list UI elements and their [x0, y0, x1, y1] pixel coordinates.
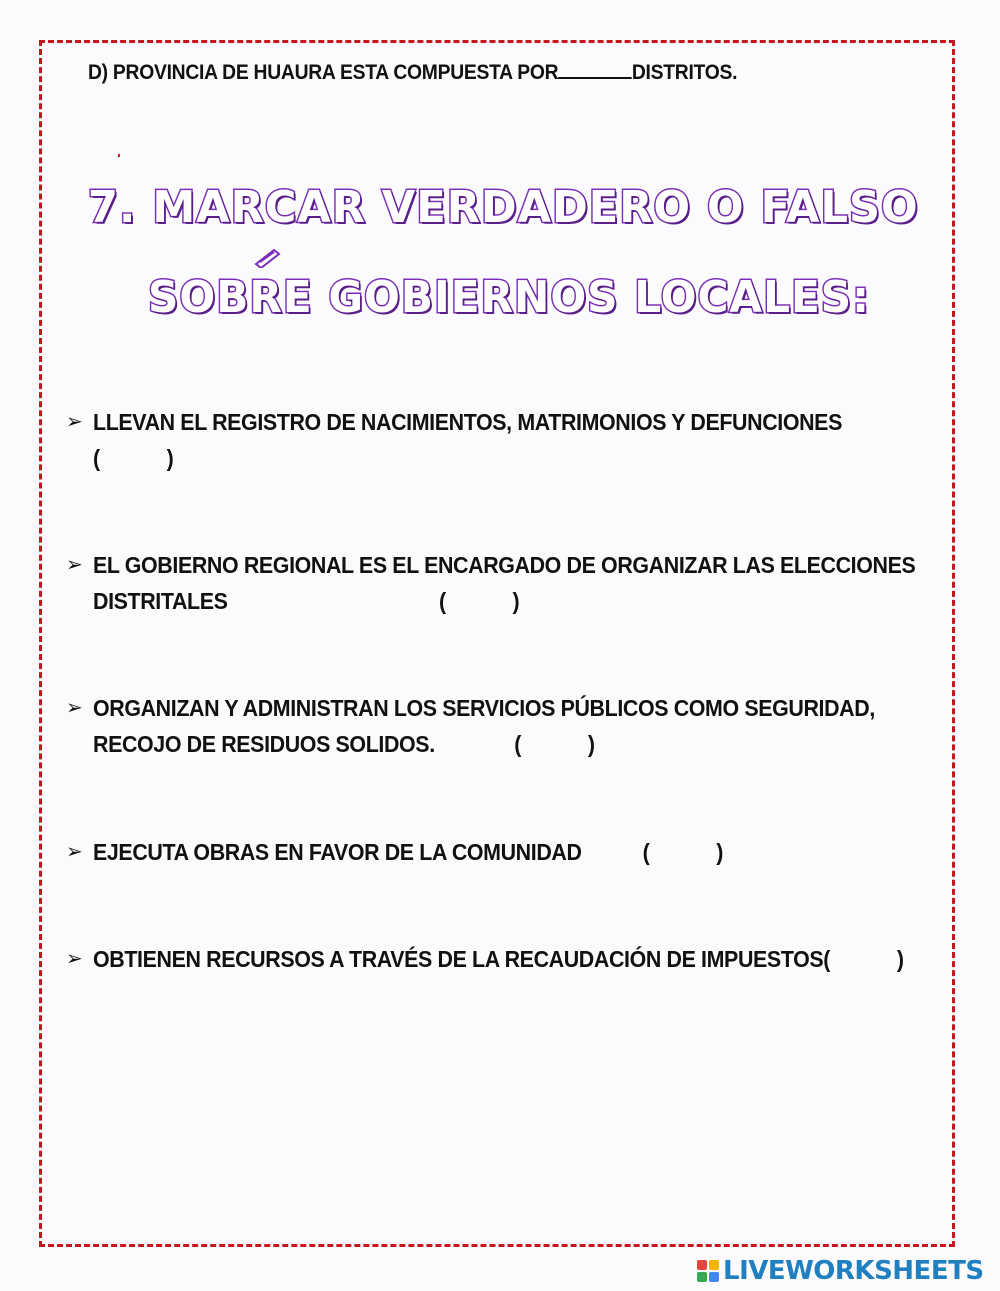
answer-box[interactable]: ( ) [438, 588, 520, 614]
statement-text: LLEVAN EL REGISTRO DE NACIMIENTOS, MATRIMONIOS Y DEFUNCIONES [93, 409, 842, 435]
arrow-bullet-icon: ➢ [66, 554, 83, 576]
pencil-icon [252, 246, 282, 268]
logo-text: LIVEWORKSHEETS [723, 1256, 984, 1286]
statement-1 [66, 404, 946, 476]
answer-box[interactable]: ( ) [642, 839, 723, 865]
arrow-bullet-icon: ➢ [66, 948, 83, 970]
arrow-bullet-icon: ➢ [66, 841, 83, 863]
statement-text-cont: RECOJO DE RESIDUOS SOLIDOS. [93, 731, 435, 757]
exercise-title-line1: 7. MARCAR VERDADERO O FALSO [88, 182, 919, 233]
answer-box[interactable]: ( ) [93, 445, 174, 471]
statement-2 [66, 547, 946, 619]
arrow-bullet-icon: ➢ [66, 697, 83, 719]
statement-text: ORGANIZAN Y ADMINISTRAN LOS SERVICIOS PÚBLICOS COMO SEGURIDAD, [93, 695, 875, 721]
question-d-text: D) PROVINCIA DE HUAURA ESTA COMPUESTA POR [88, 61, 559, 84]
question-d [88, 59, 737, 85]
statement-text: OBTIENEN RECURSOS A TRAVÉS DE LA RECAUDACIÓN DE IMPUESTOS [93, 946, 824, 972]
answer-blank[interactable] [558, 59, 632, 79]
red-speck [118, 154, 120, 157]
answer-box[interactable]: ( ) [823, 946, 904, 972]
logo-grid-icon [697, 1260, 719, 1282]
statement-text: EL GOBIERNO REGIONAL ES EL ENCARGADO DE ORGANIZAR LAS ELECCIONES [93, 552, 916, 578]
answer-box[interactable]: ( ) [514, 731, 595, 757]
liveworksheets-logo[interactable] [697, 1256, 984, 1286]
exercise-title-line2: SOBRE GOBIERNOS LOCALES: [148, 272, 871, 323]
question-d-suffix: DISTRITOS. [631, 61, 738, 84]
statement-text-cont: DISTRITALES [93, 588, 228, 614]
statement-4 [66, 834, 946, 870]
statement-5 [66, 941, 946, 977]
statement-text: EJECUTA OBRAS EN FAVOR DE LA COMUNIDAD [93, 839, 582, 865]
statement-3 [66, 690, 946, 762]
arrow-bullet-icon: ➢ [66, 411, 83, 433]
